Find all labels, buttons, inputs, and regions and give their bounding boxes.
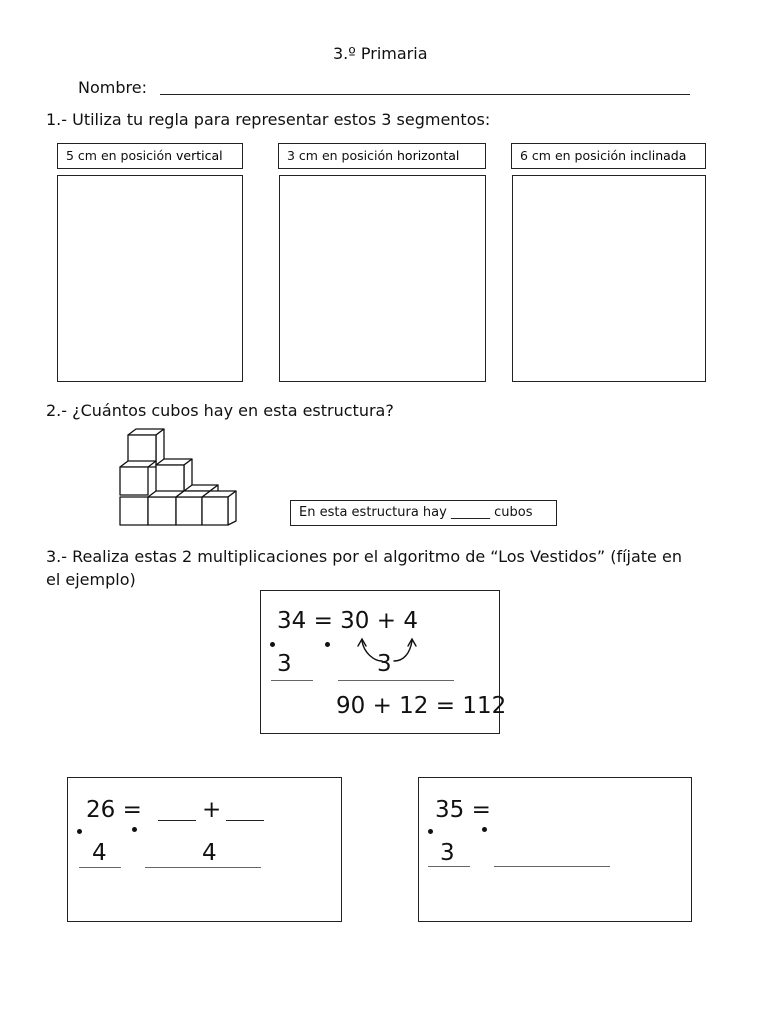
- example-dot-right: [325, 642, 330, 647]
- name-blank-line[interactable]: [160, 94, 690, 95]
- exercise-1-dot-left: [77, 829, 82, 834]
- segment-label-emphasis: inclinada: [630, 148, 687, 163]
- exercise-2-underline-right: [494, 866, 610, 867]
- segment-label-emphasis: horizontal: [397, 148, 460, 163]
- question-3-prompt-line1: 3.- Realiza estas 2 multiplicaciones por el algoritmo de “Los Vestidos” (fíjate en: [46, 547, 682, 566]
- segment-label-prefix: 5 cm en posición: [66, 148, 176, 163]
- example-multiplier-distributed: 3: [377, 651, 392, 677]
- exercise-1-multiplier: 4: [92, 840, 107, 866]
- exercise-1-plus: +: [202, 797, 222, 823]
- question-2-prompt: 2.- ¿Cuántos cubos hay en esta estructura?: [46, 401, 394, 420]
- question-1-prompt: 1.- Utiliza tu regla para representar estos 3 segmentos:: [46, 110, 491, 129]
- segment-label-emphasis: vertical: [176, 148, 223, 163]
- exercise-1-number: 26 =: [86, 797, 142, 823]
- example-result: 90 + 12 = 112: [336, 693, 507, 719]
- segment-label-inclined: [511, 143, 706, 169]
- segment-label-horizontal: [278, 143, 486, 169]
- page-title: 3.º Primaria: [333, 44, 428, 63]
- exercise-2-number: 35 =: [435, 797, 491, 823]
- example-underline-left: [271, 680, 313, 681]
- exercise-1-blank-b[interactable]: [226, 820, 264, 821]
- question-3-prompt-line2: el ejemplo): [46, 570, 136, 589]
- exercise-1-multiplier-distributed: 4: [202, 840, 217, 866]
- drawing-area-inclined[interactable]: [512, 175, 706, 382]
- name-label: Nombre:: [78, 78, 147, 97]
- exercise-2-multiplier: 3: [440, 840, 455, 866]
- example-dot-left: [270, 642, 275, 647]
- exercise-2-dot-left: [428, 829, 433, 834]
- exercise-1-underline-right: [145, 867, 261, 868]
- exercise-1-blank-a[interactable]: [158, 820, 196, 821]
- segment-label-prefix: 3 cm en posición: [287, 148, 397, 163]
- example-multiplier: 3: [277, 651, 292, 677]
- exercise-1-dot-right: [132, 827, 137, 832]
- example-underline-right: [338, 680, 454, 681]
- example-distribution-arrows: [352, 633, 422, 669]
- example-decomposition: 34 = 30 + 4: [277, 608, 418, 634]
- drawing-area-vertical[interactable]: [57, 175, 243, 382]
- segment-label-vertical: [57, 143, 243, 169]
- exercise-2-underline-left: [428, 866, 470, 867]
- cube-structure-illustration: [110, 425, 245, 530]
- exercise-2-dot-right: [482, 827, 487, 832]
- cube-count-answer-box[interactable]: En esta estructura hay ______ cubos: [290, 500, 557, 526]
- drawing-area-horizontal[interactable]: [279, 175, 486, 382]
- segment-label-prefix: 6 cm en posición: [520, 148, 630, 163]
- exercise-1-underline-left: [79, 867, 121, 868]
